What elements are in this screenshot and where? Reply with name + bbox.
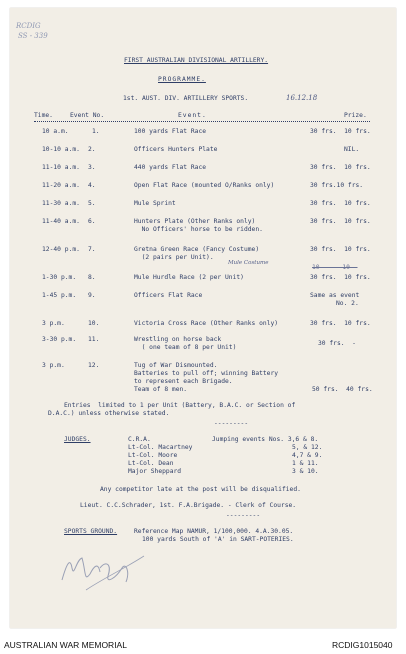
event-8-name: Mule Hurdle Race (2 per Unit) [134,274,244,281]
event-6-no: 6. [88,218,96,225]
event-5-time: 11-30 a.m. [42,200,80,207]
event-11-time: 3-30 p.m. [42,336,77,343]
col-event: Event. [178,112,207,119]
event-6-prize: 30 frs. 10 frs. [310,218,371,225]
event-12-name-line4: Team of 8 men. [134,386,188,393]
event-6-name: Hunters Plate (Other Ranks only) [134,218,256,225]
event-3-no: 3. [88,164,96,171]
event-11-name: Wrestling on horse back [134,336,222,343]
event-10-prize: 30 frs. 10 frs. [310,320,371,327]
entries-line-2: D.A.C.) unless otherwise stated. [48,410,170,417]
entries-line-1: Entries limited to 1 per Unit (Battery, B.A.C. or Section of [64,402,296,409]
event-1-name: 100 yards Flat Race [134,128,207,135]
sports-ground-location: 100 yards South of 'A' in SART-POTERIES. [142,536,294,543]
col-event-no: Event No. [70,112,105,119]
event-12-prize: 50 frs. 40 frs. [312,386,373,393]
event-12-no: 12. [88,362,100,369]
event-10-name: Victoria Cross Race (Other Ranks only) [134,320,279,327]
divider-dashes-2: --------- [226,512,261,519]
judge-3-name: Lt-Col. Moore [128,452,178,459]
judge-5-name: Major Sheppard [128,468,182,475]
event-2-prize: NIL. [344,146,360,153]
event-4-prize: 30 frs.10 frs. [310,182,364,189]
handwritten-signature [56,538,146,598]
event-7-name: Gretna Green Race (Fancy Costume) [134,246,260,253]
event-10-no: 10. [88,320,100,327]
event-7-no: 7. [88,246,96,253]
footer-record-id: RCDIG1015040 [332,640,393,650]
event-1-no: 1. [92,128,100,135]
margin-note-2: SS - 339 [18,32,48,40]
disqualify-note: Any competitor late at the post will be disqualified. [100,486,301,493]
struck-prize: 10 - 10 - [312,264,358,271]
sports-ground-reference: Reference Map NAMUR, 1/100,000. 4.A.30.05. [134,528,294,535]
event-11-name-line2: ( one team of 8 per Unit) [134,344,237,351]
judges-label: JUDGES. [64,436,91,443]
event-9-prize-line2: No. 2. [336,300,359,307]
handwritten-date: 16.12.18 [286,94,318,102]
judge-2-name: Lt-Col. Macartney [128,444,193,451]
event-9-prize: Same as event [310,292,360,299]
judge-5-events: 3 & 10. [292,468,319,475]
header-rule [34,121,370,122]
event-1-prize: 30 frs. 10 frs. [310,128,371,135]
event-7-prize: 30 frs. 10 frs. [310,246,371,253]
clerk-of-course: Lieut. C.C.Schrader, 1st. F.A.Brigade. - Clerk of Course. [80,502,297,509]
event-8-no: 8. [88,274,96,281]
event-5-no: 5. [88,200,96,207]
margin-note-1: RCDIG [16,22,41,30]
sports-ground-label: SPORTS GROUND. [64,528,118,535]
event-8-prize: 30 frs. 10 frs. [310,274,371,281]
event-4-name: Open Flat Race (mounted O/Ranks only) [134,182,275,189]
event-4-no: 4. [88,182,96,189]
event-5-prize: 30 frs. 10 frs. [310,200,371,207]
judge-1-name: C.R.A. [128,436,151,443]
handwritten-mule-costume: Mule Costume [228,260,269,266]
event-11-no: 11. [88,336,100,343]
judge-3-events: 4,7 & 9. [292,452,323,459]
event-12-time: 3 p.m. [42,362,65,369]
event-11-prize: 30 frs. - [318,340,356,347]
divider-dashes: --------- [214,420,249,427]
event-7-name-line2: (2 pairs per Unit). [134,254,214,261]
event-2-name: Officers Hunters Plate [134,146,218,153]
col-prize: Prize. [344,112,367,119]
judge-2-events: 5, & 12. [292,444,323,451]
event-3-prize: 30 frs. 10 frs. [310,164,371,171]
event-1-time: 10 a.m. [42,128,69,135]
event-4-time: 11-20 a.m. [42,182,80,189]
event-12-name-line2: Batteries to pull off; winning Battery [134,370,279,377]
programme-heading: PROGRAMME. [158,76,206,83]
event-2-time: 10-10 a.m. [42,146,80,153]
event-9-name: Officers Flat Race [134,292,203,299]
sports-subtitle: 1st. AUST. DIV. ARTILLERY SPORTS. [123,95,249,102]
document-title: FIRST AUSTRALIAN DIVISIONAL ARTILLERY. [124,57,269,64]
event-3-name: 440 yards Flat Race [134,164,207,171]
footer-institution: AUSTRALIAN WAR MEMORIAL [4,640,127,650]
event-12-name-line3: to represent each Brigade. [134,378,233,385]
event-9-time: 1-45 p.m. [42,292,77,299]
col-time: Time. [34,112,53,119]
event-7-time: 12-40 p.m. [42,246,80,253]
event-3-time: 11-10 a.m. [42,164,80,171]
event-9-no: 9. [88,292,96,299]
event-2-no: 2. [88,146,96,153]
event-5-name: Mule Sprint [134,200,176,207]
judge-4-events: 1 & 11. [292,460,319,467]
event-10-time: 3 p.m. [42,320,65,327]
event-8-time: 1-30 p.m. [42,274,77,281]
judge-4-name: Lt-Col. Dean [128,460,174,467]
event-6-time: 11-40 a.m. [42,218,80,225]
event-12-name: Tug of War Dismounted. [134,362,218,369]
event-6-name-line2: No Officers' horse to be ridden. [134,226,263,233]
judge-1-events: Jumping events Nos. 3,6 & 8. [212,436,319,443]
